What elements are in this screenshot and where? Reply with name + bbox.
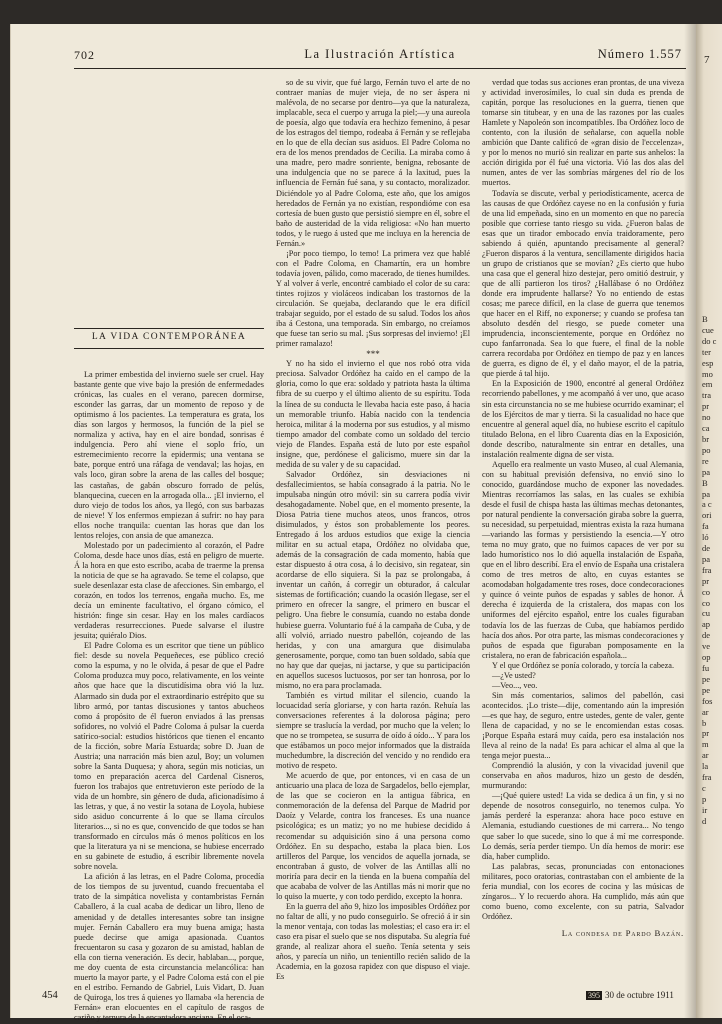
- next-page-line-fragment: la: [702, 761, 709, 772]
- column-3: [482, 78, 684, 976]
- next-page-line-fragment: b: [702, 717, 707, 728]
- column-2: [276, 78, 470, 982]
- paragraph: Aquello era realmente un vasto Museo, al cual Alemania, con su habitual previsión defensiva, no envió sino lo conocido, guardándose mucho de exponer las novedades. Mientras recorríamos las salas, en las cuales se exhibía desde el fusil de chispa hasta las últimas mechas detonantes, por natural pendiente la conversación giraba sobre la guerra, su necesidad, su perpetuidad, mientras exista la raza humana —variando las formas y persistiendo la esencia.—Y otro tema no muy grato, que no fuimos capaces de ver por su lado humorístico nos lo dió aquella instalación de España, que en el libro describí. Era el envío de España una cristalera como de tres metros de alto, en cuyas estantes se acomodaban holgadamente tres roses, doce condecoraciones y quince ó veinte puños de espadas y sables de honor. Á derecha é izquierda de la cristalera, dos mapas con los uniformes del ejército español, entre los cuales figuraban todavía los de las fuerzas de Cuba, que habíamos perdido hacía dos años. Por otra parte, las mismas condecoraciones y puños de espada que figuraban pomposamente en la cristalera, no eran de fabricación española...: [482, 459, 684, 660]
- next-page-line-fragment: pa: [702, 488, 711, 499]
- next-page-line-fragment: fu: [702, 663, 710, 673]
- asterism-divider: ***: [366, 349, 380, 360]
- next-page-line-fragment: cue: [702, 324, 714, 335]
- next-page-line-fragment: pr: [702, 575, 710, 586]
- paragraph: ¡Por poco tiempo, lo temo! La primera vez que hablé con el Padre Coloma, en Chamartín, era un hombre todavía joven, pálido, como macerado, de tienes humildes. Y al volver á verle, encontré cambiado el color de su cara: tintes rojizos y violáceos indicaban los trastornos de la circulación. Se quejaba, declarando que le era difícil trabajar seguido, por el estado de su salud. Todos los años iba á Cestona, una temporada. Sin embargo, no creíamos que fuese tan serio su mal. ¡Sus sorpresas del invierno! ¡El primer ramalazo!: [276, 248, 470, 349]
- next-page-line-fragment: ir: [702, 804, 708, 815]
- next-page-line-fragment: co: [702, 586, 711, 597]
- next-page-line-fragment: ter: [702, 346, 711, 357]
- next-page-column-fragment: [702, 314, 722, 827]
- next-page-line-fragment: po: [702, 444, 711, 455]
- paragraph: Molestado por un padecimiento al corazón, el Padre Coloma, desde hace unos días, está en peligro de muerte. Á la hora en que esto escribo, acaba de traerme la prensa la noticia de que se ha agravado. Se teme el colapso, que suele desenlazar esta clase de afecciones. Sin embargo, el corazón, en todos los terrenos, engaña mucho. Es, me decía un eminente facultativo, el órgano cómico, el histrión: finge sin cesar. Hay en los males cardíacos verdaderas resurrecciones. Puede salvarse el ilustre jesuita; quiéralo Dios.: [74, 540, 264, 641]
- next-page-line-fragment: esp: [702, 357, 714, 368]
- next-page-line-fragment: br: [702, 433, 710, 444]
- next-page-line-fragment: pa: [702, 466, 711, 477]
- next-page-line-fragment: pr: [702, 728, 710, 739]
- paragraph: En la Exposición de 1900, encontré al general Ordóñez recorriendo pabellones, y me acompañó á ver uno, que acaso sin esta circunstancia no se me hubiese ocurrido examinar; el de los Ejércitos de mar y tierra. Si la casualidad no hace que encuentre al general aquel día, no hubiese escrito el capítulo titulado Belona, en el libro Cuarenta días en la Exposición, donde describo, naturalmente sin entrar en detalles, una instalación realmente digna de ser vista.: [482, 379, 684, 459]
- next-page-line-fragment: pr: [702, 401, 710, 412]
- issue-number: Número 1.557: [597, 47, 682, 61]
- footer-date-text: 30 de octubre 1911: [605, 990, 674, 1000]
- next-page-line-fragment: m: [702, 739, 709, 750]
- next-page-line-fragment: fos: [702, 695, 713, 706]
- next-page-line-fragment: mo: [702, 368, 713, 379]
- next-page-line-fragment: pe: [702, 673, 711, 684]
- paragraph: Todavía se discute, verbal y periodísticamente, acerca de las causas de que Ordóñez cayese no en la confusión y furia de una lid empeñada, sino en un momento en que no parecía posible que corriese tanto riesgo su vida. ¿Fueron balas de esas que un tirador embocado envía traidoramente, pero sabiendo á quién, apuntando precisamente al general? ¿Fueron disparos á la ventura, sencillamente dirigidos hacia un grupo de cristianos que se movían? ¿Es cierto que hubo una casa que el general hizo destejar, pero omitió destruir, y que de allí partieron los tiros? ¿Hallábase ó no Ordóñez donde era imprudente hallarse? Yo no entiendo de estas cosas; me parece difícil, en la clase de guerra que tenemos que hacer en el Riff, no exponerse; y cuando se profesa tan absoluto desdén del riesgo, se puede cometer una imprudencia, inconscientemente, porque en Ordóñez no cupo fanfarronada. Sea lo que fuere, el final de la noble carrera recordaba por Ordóñez en tiempo de paz y en lances de guerra, es digno de él, y el daño mayor, el de la patria, que pierde á tal hijo.: [482, 188, 684, 379]
- running-header: [74, 40, 686, 69]
- dialogue-line: —¿Ve usted?: [492, 670, 536, 680]
- paragraph: Me acuerdo de que, por entonces, vi en casa de un anticuario una placa de loza de Sargadelos, bello ejemplar, de las que se cocieron en la antigua fábrica, en conmemoración de la defensa del Parque de Madrid por Daoíz y Velarde, contra los franceses. Es una nuance psicológica; es un matiz; yo no me hubiese decidido á recomendar su adquisición sino á una persona como Ordóñez. En su despacho, estaba la placa bien. Los artilleros del Parque, los vencidos de aquella jornada, se encontraban á gusto, de volver de las Antillas allí no moriría para decir en la tienda en la buena compañía del que acababa de volver de las Antillas más ni morir que no lo quiso la muerte, y con todo perdido, excepto la honra.: [276, 771, 470, 901]
- section-rule-top: [74, 328, 264, 329]
- next-page-line-fragment: re: [702, 455, 709, 466]
- magazine-title: La Ilustración Artística: [304, 47, 456, 61]
- paragraph: Las palabras, secas, pronunciadas con entonaciones militares, poco oratorias, contrastaban con el ambiente de la feria mundial, con los ecores de cocina y las músicas de zíngaros... Y lo recuerdo ahora. Ha cumplido, más aún que como bueno, como excelente, con su patria, Salvador Ordóñez.: [482, 861, 684, 921]
- next-page-line-fragment: d: [702, 815, 707, 826]
- section-rule-bottom: [74, 348, 264, 349]
- paragraph: Comprendió la alusión, y con la vivacidad juvenil que conservaba en años maduros, hizo un gesto de desdén, murmurando:: [482, 761, 684, 791]
- paragraph: so de su vivir, que fué largo, Fernán tuvo el arte de no contraer manías de mujer vieja, de no ser áspera ni malévola, de no secarse por dentro—ya que la naturaleza, implacable, seca el cuerpo y arruga la piel;—y una aureola de poesía, algo que todavía era hechizo femenino, á pesar de los estragos del tiempo, rodeaba á Fernán y se reflejaba en lo que de ella decían sus asiduos. El Padre Coloma no era de los menos prendados de Cecilia. La miraba como á una madre, pero madre sonriente, benigna, rebosante de una indulgencia que no se parece á la laxitud, pues la influencia de Fernán fué sana, y su contacto, moralizador. Diciéndole yo al Padre Coloma, este año, que los amigos heredados de Fernán ya no existían, respondióme con esa cortesía de buen gusto que persistió siempre en él, sobre el baño de austeridad de la vida religiosa: «No han muerto todos, y le ruego á usted que me incluya en la herencia de Fernán.»: [276, 78, 470, 248]
- paragraph: —¡Qué quiere usted! La vida se dedica á un fin, y si no depende de nosotros conseguirlo, no tenemos culpa. Yo jamás perderé la esperanza: ahora hace poco estuve en Alemania, estudiando cuestiones de mi carrera... No tengo que saber lo que sucede, sino lo que á mí me corresponde. Lo demás, sería perder tiempo. Un día hemos de morir: ese día, haber cumplido.: [482, 791, 684, 861]
- next-page-line-fragment: p: [702, 793, 707, 804]
- next-page-line-fragment: fra: [702, 564, 712, 575]
- next-page-edge: [696, 24, 722, 1018]
- next-page-line-fragment: c: [702, 782, 706, 793]
- dialogue-line: —Veo..., veo.: [492, 680, 538, 690]
- next-page-line-fragment: do c: [702, 335, 717, 346]
- next-page-line-fragment: ap: [702, 619, 711, 630]
- paragraph: También es virtud militar el silencio, cuando la locuacidad sería gloriarse, y con harta razón. Rehuía las conversaciones referentes á la dolorosa página; pero siempre se traslucía la verdad, por mucho que la velen; lo que no se trompetea, se susurra de oído á oído... Y para los que estábamos un poco mejor informados que la distraída muchedumbre, la discreción del vencido y no rendido era motivo de respeto.: [276, 690, 470, 771]
- next-page-line-fragment: B: [702, 314, 708, 324]
- next-page-line-fragment: pa: [702, 553, 711, 564]
- next-page-line-fragment: B: [702, 477, 708, 488]
- paragraph: verdad que todas sus acciones eran prontas, de una viveza y actividad inverosímiles, lo cual sin duda es prenda de capitán, porque las resoluciones en la guerra, tienen que tomarse sin titubear, y en una de las razones por las cuales Hamlete y Napoleón son incompatibles. Iba Ordóñez loco de contento, con la ilusión de señalarse, con aquella noble ambición que Dante calificó de «gran disio de l'eccelenza», y por lo menos no murió sin realizar en parte sus anhelos: la acción dirigida por él fué una victoria. Vió las dos alas del numen, antes de ver las sombrías márgenes del río de los muertos.: [482, 78, 684, 188]
- next-page-line-fragment: ar: [702, 706, 709, 717]
- next-page-line-fragment: cu: [702, 608, 711, 619]
- paragraph: Y el que Ordóñez se ponía colorado, y torcía la cabeza.: [492, 660, 675, 670]
- page-number: 702: [74, 48, 95, 62]
- next-page-number: 7: [704, 54, 710, 66]
- section-title: LA VIDA CONTEMPORÁNEA: [91, 332, 247, 342]
- paragraph: El Padre Coloma es un escritor que tiene un público fiel: desde su novela Pequeñeces, ese público creció como la espuma, y no le olvida, á pesar de que el Padre Coloma produzca muy poco, relativamente, en los veinte años que hace que la discutidísima obra vió la luz. Alarmado sin duda por el extraordinario estrépito que su libro armó, por tantas discusiones y tantos abucheos como á propósito de él fueron enviados á las prensas sofidores, no volvió el Padre Coloma á pulsar la cuerda satírico-social: estudios históricos que tienen el encanto de la ficción, sobre María Estuarda; sobre D. Juan de Austria; una narración más bien azul, Boy; un volumen sobre la Santa Duquesa; y ahora, según mis noticias, un tomo en preparación acerca del Cardenal Cisneros, fueron los trabajos que entretuvieron este período de la vida de un hombre, sin género de duda, aficionadísimo á las letras, y que, á no vestir la sotana de Loyola, hubiese sido asiduo concurrente á lo que se llama círculos literarios..., si no es que, convencido de que todos se han transformado en círculos más ó menos políticos en los que la literatura ya ni se menciona, se hubiese encerrado en su gabinete de estudio, á escribir libremente novela sobre novela.: [74, 641, 264, 872]
- next-page-line-fragment: de: [702, 630, 711, 641]
- paragraph: La afición á las letras, en el Padre Coloma, procedía de los tiempos de su juventud, cuando frecuentaba el trato de la simpática novelista y contambristas Fernán Caballero, á la cual acaba de dedicar un libro, lleno de amenidad y de detalles interesantes sobre tan insigne mujer. Fernán Caballero era muy buena amiga; hasta puede decirse que amiga apasionada. Cuantos frecuentaron su casa y gozaron de su amistad, hablan de ella con tierna veneración. Es decir, hablaban..., porque, me doy cuenta de esta circunstancia melancólica: han muerto la mayor parte, y el Padre Coloma está con el pie en el estribo. Fernando de Gabriel, Luis Vidart, D. Juan de Quiroga, los tres á quienes yo llamaba «la herencia de Fernán» eran elocuentes en el capítulo de rasgos de cariño y ternura de la encantadora anciana. En el oca-: [74, 872, 264, 1022]
- paragraph: En la guerra del año 9, hizo los imposibles Ordóñez por no faltar de allí, y no pudo conseguirlo. Se ofreció á ir sin la menor ventaja, con todas las molestias; el caso era ir: el caso era pisar el suelo que se nos disputaba. Su alegría fué grande, al realizar ahora el sueño. Tenía setenta y seis años, y parecía un niño, un tenientillo recién salido de la Academia, en la gozosa rapidez con que dispuso el viaje. Es: [276, 901, 470, 982]
- paragraph: Y no ha sido el invierno el que nos robó otra vida preciosa. Salvador Ordóñez ha caído en el campo de la gloria, como lo que era: soldado y patriota hasta la última fibra de su cuerpo y el último aliento de su espíritu. Toda la línea de su conducta le llevaba hacia este paso, á hacia un memorable triunfo. Había nacido con la tendencia heroica, militar á la moderna por sus estudios, y al mismo tiempo amador del combate como un soldado del tercio viejo de Flandes. España está de luto por este español insigne, que, perdónese el galicismo, muere sin dar la medida de su valer y de su capacidad.: [276, 359, 470, 469]
- paragraph: Salvador Ordóñez, sin desviaciones ni desfallecimientos, se había consagrado á la patria. No le impulsaba ningún otro móvil: sin su carrera podía vivir desahogadamente. Nobel que, en el momento presente, la Diosa Patria tiene muchos ateos, unos francos, otros disimulados, y éstos son probablemente los peores. Entregado á los arduos estudios que exige la ciencia militar en su actual etapa, Ordóñez no olvidaba que, además de la consagración de cada momento, había que estar dispuesto á otra cosa, á lo decisivo, sin regatear, sin acordarse de ello siquiera. Si la paz se prolongaba, á inventar un cañón, á corregir un obturador, á calcular sistemas de fortificación; cuando la ocasión llegase, ser el primero en ofrecer la sangre, el primero en buscar el peligro. Una fiebre le consumía, cuando no estaba donde hubiese guerra. Voluntario fué á la campaña de Cuba, y de allí volvió, arriado nuestro pabellón, cojeando de las heridas, y con una amargura que disimulaba generosamente, porque, como tan buen soldado, sabía que no hay que dar quejas, ni jactarse, y que su participación en aquellos sucesos luctuosos, por ser tan honrosa, por lo mismo, no era para proclamada.: [276, 469, 470, 690]
- next-page-line-fragment: ar: [702, 750, 709, 761]
- footer-date: [586, 990, 674, 1000]
- next-page-line-fragment: em: [702, 379, 713, 390]
- next-page-line-fragment: fra: [702, 772, 712, 783]
- footer-box-number: 395: [588, 990, 600, 1000]
- paragraph: La primer embestida del invierno suele ser cruel. Hay bastante gente que vive bajo la presión de enfermedades crónicas, las cuales en el verano, parecen dormirse, esconder las garras, dar un momento de reposo y de optimismo á los pacientes. La temperatura es grata, los días son largos y hermosos, la función de la piel se normaliza y activa, hay en el aire bondad, sonrisas é indulgencia. Pero ahí viene el soplo frío, un estremecimiento recorre la epidermis; una ventana se bate, porque entró una ráfaga de vendaval; las hojas, en vals loco, giran sobre la arena de las calles del bosque; las castañas, de gabán obscuro forrado de pelús, blanquecina, cuecen en la arrogada olla... ¡El invierno, el duro viejo de todos los años, ya llegó, con sus barbazas de nieve! Y los enfermos empiezan á sufrir: no hay para ellos noche tranquila: cuentan las horas que dan los lentos relojes, con ansia de que amanezca.: [74, 370, 264, 540]
- next-page-line-fragment: ca: [702, 423, 710, 434]
- next-page-line-fragment: tra: [702, 390, 711, 401]
- next-page-line-fragment: de: [702, 543, 711, 554]
- next-page-line-fragment: a c: [702, 499, 712, 510]
- next-page-line-fragment: ló: [702, 532, 709, 543]
- next-page-line-fragment: ve: [702, 641, 711, 652]
- column-1: [74, 370, 264, 1022]
- next-page-line-fragment: fa: [702, 521, 709, 532]
- next-page-line-fragment: co: [702, 597, 711, 608]
- next-page-line-fragment: no: [702, 412, 711, 423]
- next-page-line-fragment: pe: [702, 684, 711, 695]
- paragraph: Sin más comentarios, salimos del pabellón, casi acontecidos. ¡Lo triste—dije, comentando aún la impresión—es que hay, de seguro, entre ustedes, gente de valer, gente llena de capacidad, y no se le encomiendan estas cosas. ¡Porque España estará muy caída, pero esa instalación nos lleva al reino de la nada! Es para achicar el alma al que la tenga mejor puesta...: [482, 690, 684, 761]
- next-page-line-fragment: ori: [702, 510, 712, 521]
- author-signature: La condesa de Pardo Bazán.: [561, 927, 684, 938]
- next-page-line-fragment: op: [702, 652, 711, 663]
- footer-page-number: 454: [42, 990, 58, 1001]
